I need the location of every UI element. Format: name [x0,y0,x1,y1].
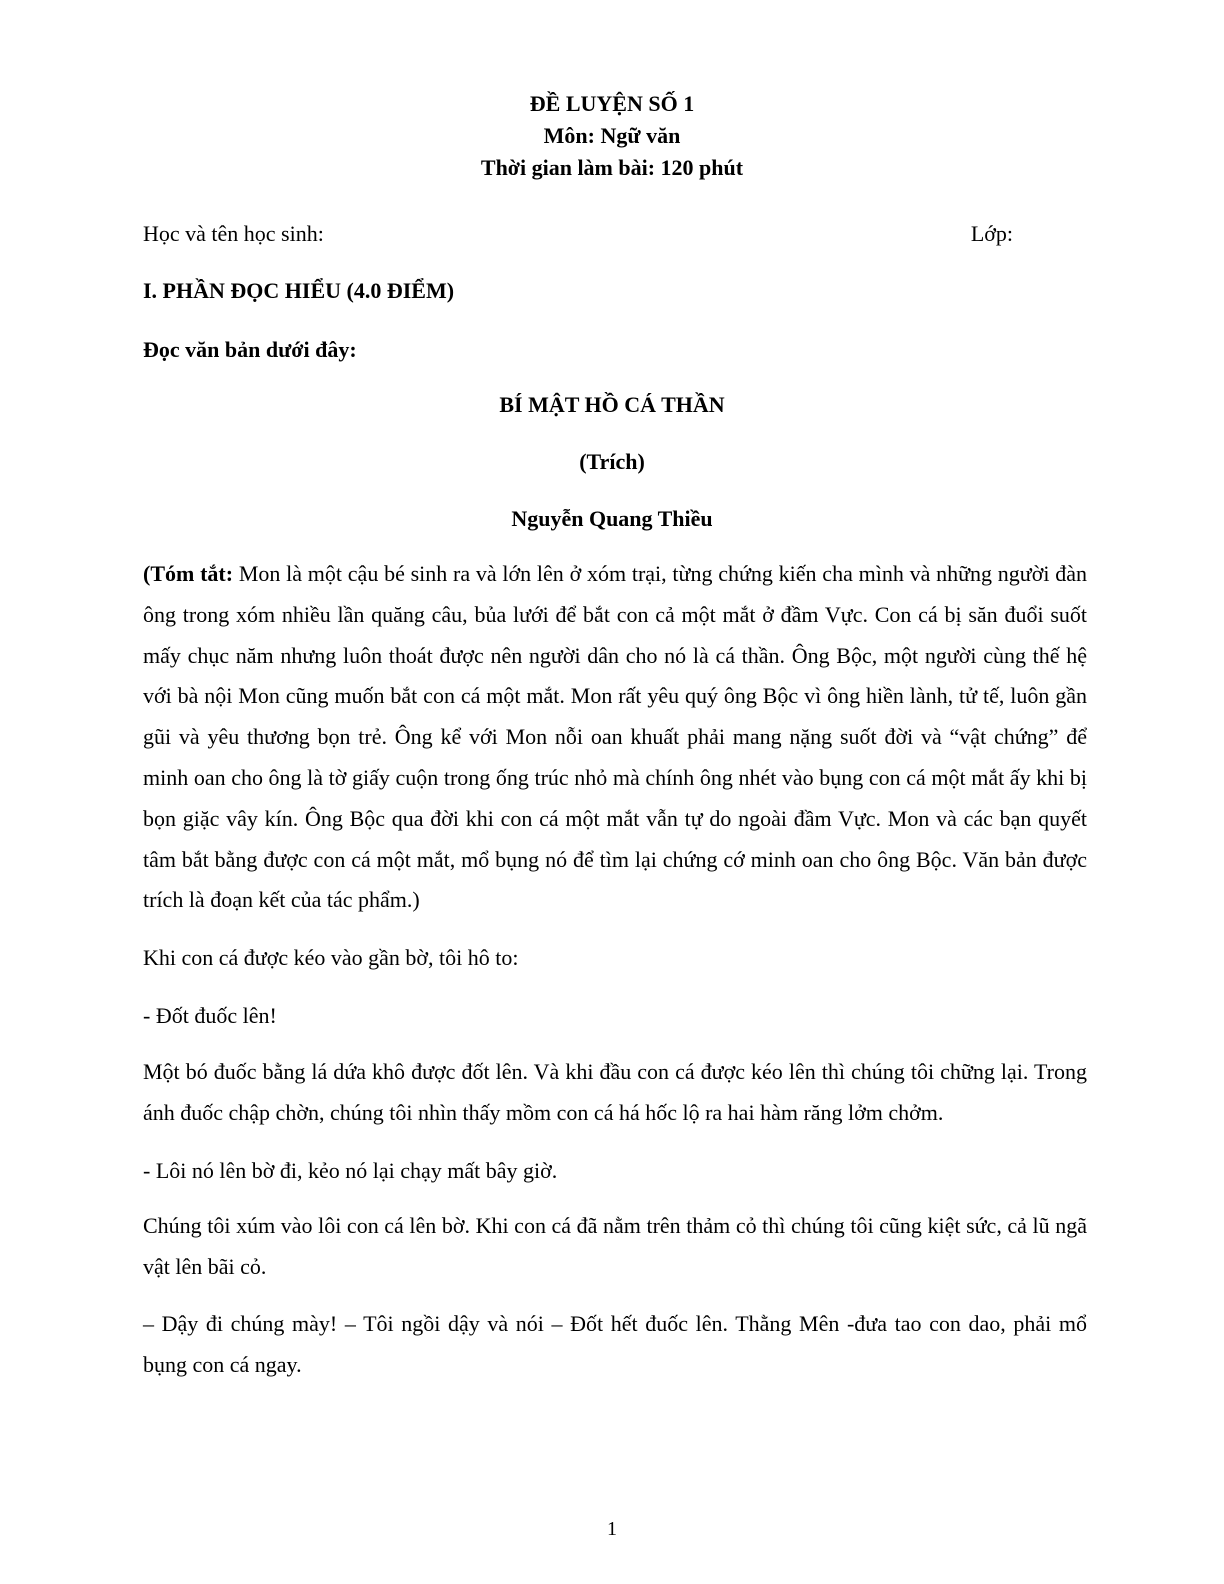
story-title: BÍ MẬT HỒ CÁ THẦN [499,392,725,417]
exam-header [0,88,1224,184]
summary-paragraph [143,554,1087,921]
student-info-line [143,219,1013,249]
story-paragraph: – Dậy đi chúng mày! – Tôi ngồi dậy và nói – Đốt hết đuốc lên. Thằng Mên -đưa tao con dao, phải mổ bụng con cá ngay. [143,1311,1087,1377]
story-paragraph: Chúng tôi xúm vào lôi con cá lên bờ. Khi con cá đã nằm trên thảm cỏ thì chúng tôi cũng kiệt sức, cả lũ ngã vật lên bãi cỏ. [143,1213,1087,1279]
story-paragraph: Khi con cá được kéo vào gần bờ, tôi hô to: [143,945,519,970]
exam-time: Thời gian làm bài: 120 phút [480,155,744,180]
summary-text: Mon là một cậu bé sinh ra và lớn lên ở xóm trại, từng chứng kiến cha mình và những người đàn ông trong xóm nhiều lần quăng câu, bủa lưới để bắt con cả một mắt ở đầm Vực. Con cá bị săn đuổi suốt mấy chục năm nhưng luôn thoát được nên người dân cho nó là cá thần. Ông Bộc, một người cùng thế hệ với bà nội Mon cũng muốn bắt con cá một mắt. Mon rất yêu quý ông Bộc vì ông hiền lành, tử tế, luôn gần gũi và yêu thương bọn trẻ. Ông kể với Mon nỗi oan khuất phải mang nặng suốt đời và “vật chứng” để minh oan cho ông là tờ giấy cuộn trong ống trúc nhỏ mà chính ông nhét vào bụng con cá một mắt ấy khi bị bọn giặc vây kín. Ông Bộc qua đời khi con cá một mắt vẫn tự do ngoài đầm Vực. Mon và các bạn quyết tâm bắt bằng được con cá một mắt, mổ bụng nó để tìm lại chứng cớ minh oan cho ông Bộc. Văn bản được trích là đoạn kết của tác phẩm.) [143,561,1087,913]
section-heading: I. PHẦN ĐỌC HIỂU (4.0 ĐIỂM) [143,278,455,303]
reading-instruction: Đọc văn bản dưới đây: [143,337,357,362]
summary-label: (Tóm tắt: [143,561,234,586]
exam-subject: Môn: Ngữ văn [543,123,681,148]
excerpt-note: (Trích) [579,449,645,474]
story-author: Nguyễn Quang Thiều [511,506,713,531]
page-number: 1 [607,1518,617,1540]
story-paragraph: - Lôi nó lên bờ đi, kẻo nó lại chạy mất bây giờ. [143,1158,558,1183]
story-paragraph: Một bó đuốc bằng lá dứa khô được đốt lên. Và khi đầu con cá được kéo lên thì chúng tôi chững lại. Trong ánh đuốc chập chờn, chúng tôi nhìn thấy mồm con cá há hốc lộ ra hai hàm răng lởm chởm. [143,1059,1087,1125]
exam-title: ĐỀ LUYỆN SỐ 1 [529,91,695,116]
story-paragraph: - Đốt đuốc lên! [143,1003,277,1028]
student-name-label: Học và tên học sinh: [143,221,324,246]
class-label: Lớp: [970,221,1013,246]
